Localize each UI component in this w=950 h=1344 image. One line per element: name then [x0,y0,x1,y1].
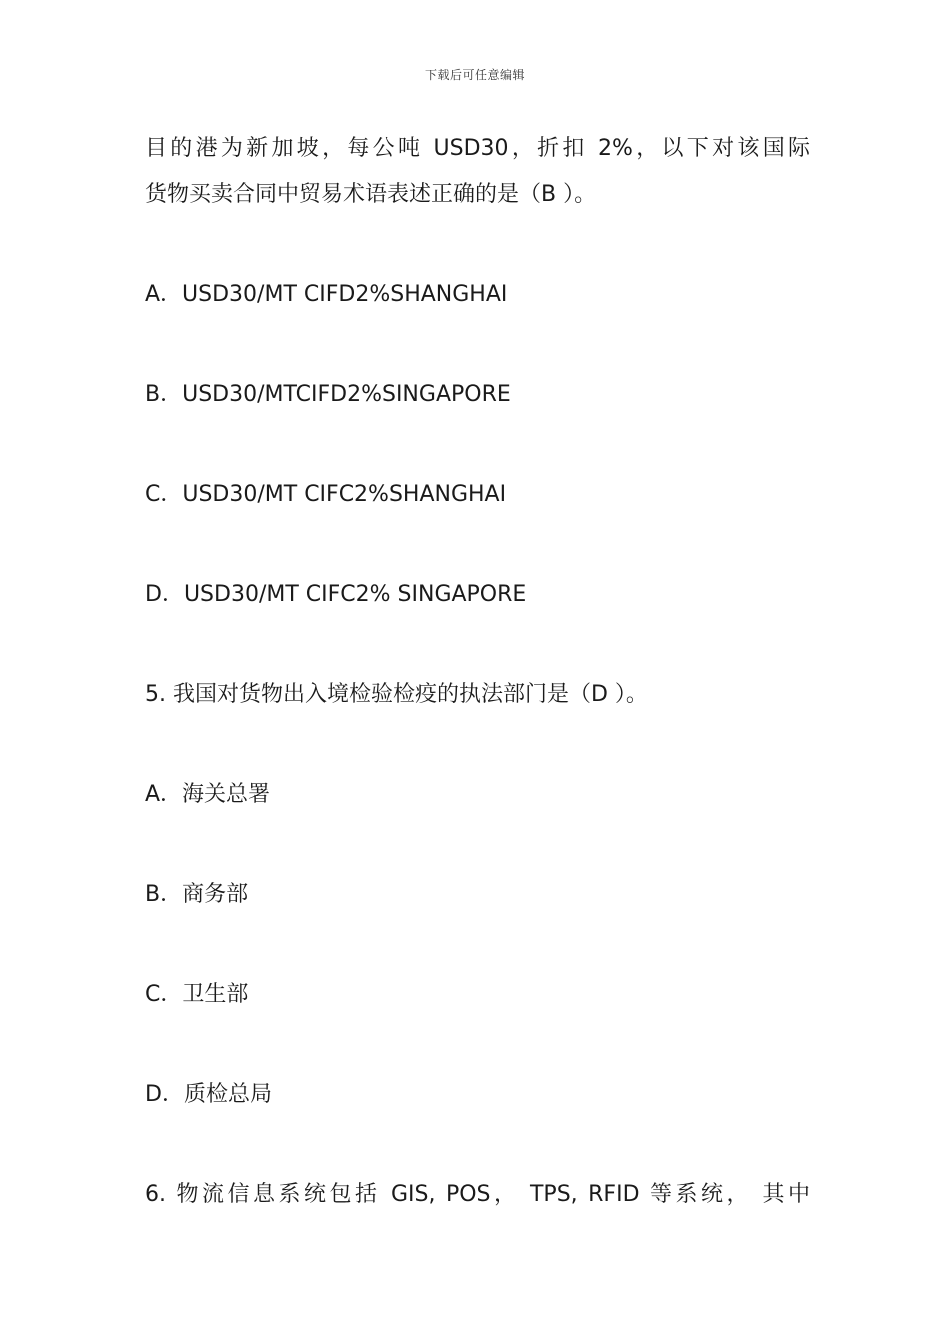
question-4-option-b: B．USD30/MTCIFD2%SINGAPORE [145,382,511,407]
question-5-option-d: D．质检总局 [145,1082,272,1107]
question-4-line-2: 货物买卖合同中贸易术语表述正确的是（B ）。 [145,182,597,207]
document-body [145,126,810,1218]
question-4-option-d: D．USD30/MT CIFC2% SINGAPORE [145,582,527,607]
page-header: 下载后可任意编辑 [424,68,525,82]
question-4-line-1: 目的港为新加坡，每公吨 USD30，折扣 2%，以下对该国际 [145,136,810,161]
question-6-line-1: 6. 物流信息系统包括 GIS, POS， TPS, RFID 等系统， 其中 [145,1182,810,1207]
question-5-option-c: C．卫生部 [145,982,249,1007]
question-4-option-a: A．USD30/MT CIFD2%SHANGHAI [145,282,508,307]
question-4-option-c: C．USD30/MT CIFC2%SHANGHAI [145,482,507,507]
question-5-option-b: B．商务部 [145,882,249,907]
question-5-option-a: A．海关总署 [145,782,271,807]
question-5-text: 5. 我国对货物出入境检验检疫的执法部门是（D ）。 [145,682,648,707]
